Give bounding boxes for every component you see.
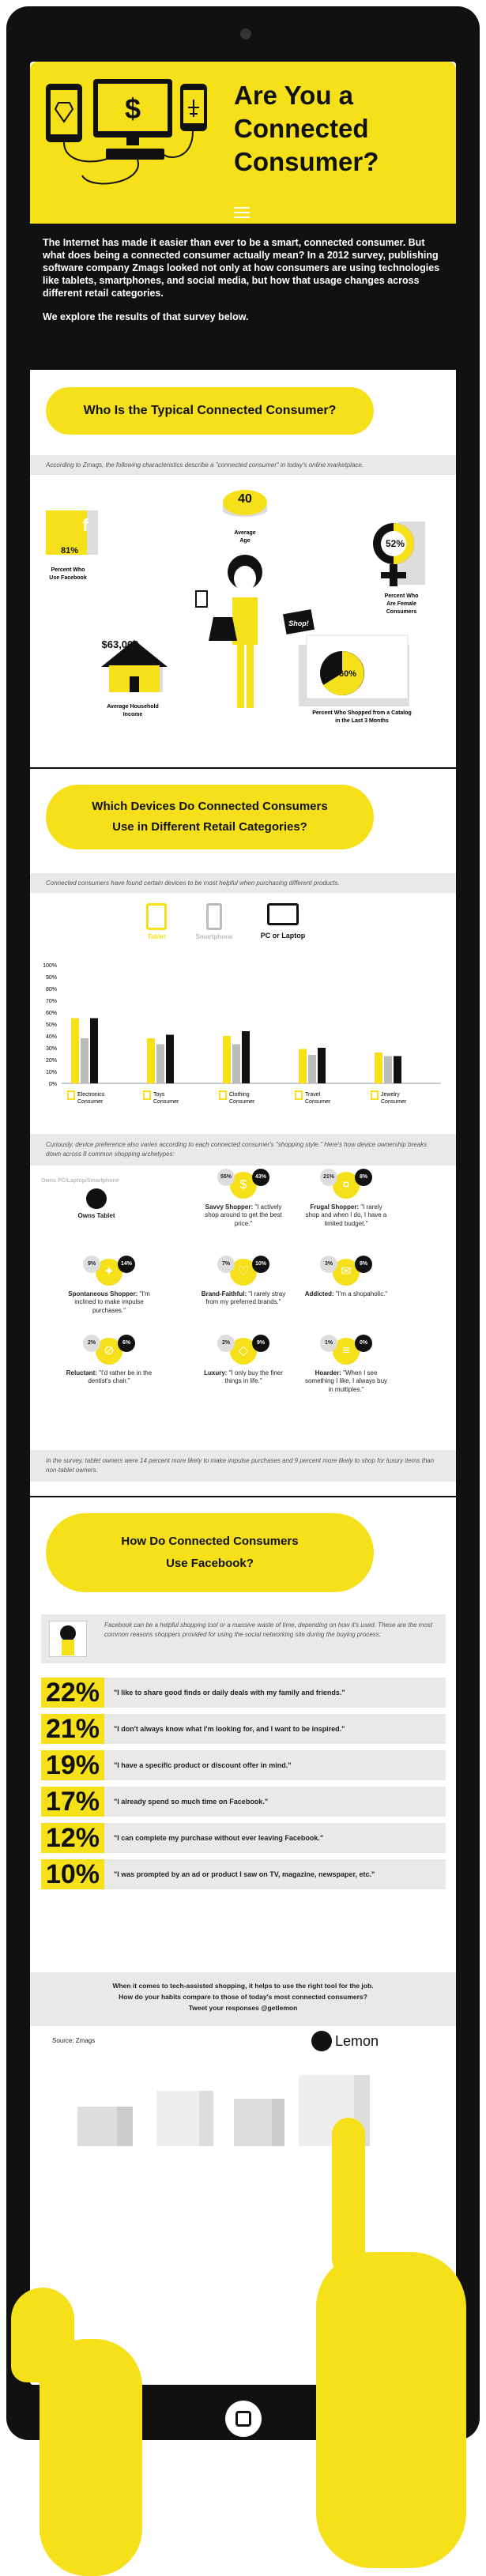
tablet-owner-badge: 14% [118, 1256, 135, 1273]
bar-tablet [299, 1049, 307, 1084]
reason-text: "I can complete my purchase without ever leaving Facebook." [104, 1823, 446, 1853]
archetype-quote: "I rarely stray from my preferred brands." [205, 1290, 286, 1306]
tablet-owner-badge: 9% [355, 1256, 372, 1273]
archetype-name: Addicted: [304, 1290, 336, 1297]
archetype-item [303, 1172, 390, 1228]
section-caption: Connected consumers have found certain devices to be most helpful when purchasing different products. [30, 873, 456, 893]
reason-text: "I already spend so much time on Facebook." [104, 1787, 446, 1817]
category-label: Consumer [381, 1099, 407, 1105]
bar-smartphone [81, 1038, 89, 1083]
home-icon [235, 2411, 251, 2427]
reason-row [41, 1714, 446, 1744]
reason-percent: 22% [41, 1678, 104, 1708]
archetype-name: Brand-Faithful: [201, 1290, 249, 1297]
category-label: Clothing [229, 1092, 250, 1098]
reason-row [41, 1787, 446, 1817]
pc-owner-badge: 9% [83, 1256, 100, 1273]
income-value: $63,000 [101, 638, 139, 650]
section-title: Which Devices Do Connected Consumers Use in Different Retail Categories? [46, 785, 374, 849]
pc-owner-badge: 7% [217, 1256, 235, 1273]
bar-pc-or-laptop [318, 1048, 326, 1083]
reason-row [41, 1678, 446, 1708]
archetype-grid [30, 1156, 456, 1425]
svg-text:Age: Age [239, 538, 251, 544]
y-tick-label: 0% [48, 1082, 57, 1087]
intro-paragraph-2: We explore the results of that survey below. [43, 311, 249, 322]
tablet-owner-badge: 43% [252, 1169, 269, 1186]
header [30, 62, 456, 224]
tablet-frame [6, 6, 480, 2440]
pc-owner-badge: 3% [320, 1256, 337, 1273]
pc-owner-badge: 21% [320, 1169, 337, 1186]
home-button[interactable] [225, 2401, 262, 2437]
right-hand-arm [316, 2252, 466, 2568]
archetype-name: Spontaneous Shopper: [68, 1290, 140, 1297]
left-hand-arm [40, 2339, 142, 2576]
device-bar-chart [30, 958, 456, 1117]
female-value: 52% [385, 538, 405, 549]
archetype-quote: "I'd rather be in the dentist's chair." [88, 1369, 153, 1385]
footer-line: When it comes to tech-assisted shopping, it helps to use the right tool for the job. [112, 1982, 374, 1990]
tablet-owner-badge: 8% [355, 1169, 372, 1186]
laptop-icon [267, 903, 299, 925]
y-tick-label: 70% [45, 999, 57, 1004]
intro [30, 224, 456, 370]
owners-legend: Owns PC/Laptop/Smartphone Owns Tablet [41, 1178, 152, 1219]
reason-percent: 10% [41, 1859, 104, 1889]
archetype-quote: "I only buy the finer things in life." [224, 1369, 283, 1385]
svg-text:Consumers: Consumers [386, 609, 417, 615]
intro-paragraph: The Internet has made it easier than ever to be a smart, connected consumer. But what does being a connected consumer actually mean? In a 2012 survey, publishing software company Zmags looked not only at how consumers are using technologies like tablets, smartphones, and social media, but how that usage changes across different retail categories. [43, 237, 440, 299]
category-icon [296, 1091, 302, 1099]
archetype-icon: ¤ [333, 1172, 360, 1199]
svg-text:$: $ [124, 92, 141, 125]
archetype-name: Hoarder: [315, 1369, 344, 1377]
device-legend [133, 903, 370, 958]
section-facebook [30, 1497, 456, 1972]
y-tick-label: 20% [45, 1058, 57, 1064]
lemon-logo[interactable]: Lemon [311, 2031, 379, 2051]
infographic-screen [30, 62, 456, 2385]
svg-text:f: f [82, 515, 89, 535]
svg-text:Use Facebook: Use Facebook [49, 575, 87, 581]
tablet-icon [146, 903, 167, 930]
reason-row [41, 1750, 446, 1780]
category-icon [371, 1091, 378, 1099]
svg-text:Average Household: Average Household [107, 704, 159, 710]
facebook-intro [41, 1614, 446, 1663]
facebook-value: 81% [60, 546, 79, 555]
category-label: Toys [153, 1092, 165, 1098]
catalog-value: 60% [338, 669, 357, 679]
category-label: Travel [305, 1092, 321, 1098]
archetype-quote: "When I see something I like, I always buy in multiples." [304, 1369, 388, 1393]
archetype-icon: ✦ [96, 1259, 122, 1286]
archetype-icon: ♡ [230, 1259, 257, 1286]
y-tick-label: 100% [43, 963, 57, 969]
svg-text:in the Last 3 Months: in the Last 3 Months [335, 718, 389, 724]
twitter-link[interactable]: Tweet your responses @getlemon [188, 2004, 298, 2012]
camera-icon [240, 28, 251, 40]
reason-percent: 21% [41, 1714, 104, 1744]
legend-pc: PC or Laptop [251, 903, 315, 940]
title-line-3: Consumer? [234, 147, 379, 176]
legend-tablet: Tablet [133, 903, 180, 940]
reason-text: "I don't always know what I'm looking for, and I want to be inspired." [104, 1714, 446, 1744]
archetype-icon: $ [230, 1172, 257, 1199]
page-title [234, 79, 455, 179]
tablet-caption: In the survey, tablet owners were 14 percent more likely to make impulse purchases and 9 percent more likely to shop for luxury items than non-tablet owners. [30, 1450, 456, 1482]
section-title: How Do Connected Consumers Use Facebook? [46, 1513, 374, 1592]
reason-text: "I like to share good finds or daily deals with my family and friends." [104, 1678, 446, 1708]
bar-smartphone [156, 1045, 164, 1084]
title-line-2: Connected [234, 114, 369, 143]
archetype-name: Luxury: [204, 1369, 229, 1377]
pc-owner-badge: 1% [320, 1335, 337, 1352]
y-tick-label: 80% [45, 987, 57, 992]
tablet-owner-badge: 6% [118, 1335, 135, 1352]
archetype-item [66, 1259, 153, 1315]
y-tick-label: 30% [45, 1046, 57, 1052]
source: Source: Zmags [52, 2037, 96, 2044]
age-label: Average [234, 530, 256, 536]
svg-text:Percent Who Shopped from a Cat: Percent Who Shopped from a Catalog [312, 710, 412, 716]
demographics-illustration [30, 479, 456, 763]
reason-row [41, 1859, 446, 1889]
reason-text: "I have a specific product or discount offer in mind." [104, 1750, 446, 1780]
tablet-owner-badge: 0% [355, 1335, 372, 1352]
archetype-quote: "I'm inclined to make impulse purchases." [74, 1290, 150, 1314]
category-label: Consumer [305, 1099, 331, 1105]
devices-illustration-icon [35, 73, 232, 207]
archetype-name: Frugal Shopper: [310, 1203, 361, 1211]
category-icon [144, 1091, 150, 1099]
archetype-icon: ✉ [333, 1259, 360, 1286]
bar-pc-or-laptop [394, 1056, 401, 1084]
bar-tablet [223, 1036, 231, 1083]
y-tick-label: 10% [45, 1070, 57, 1075]
reason-percent: 12% [41, 1823, 104, 1853]
archetype-item [66, 1338, 153, 1386]
legend-smartphone: Smartphone [186, 903, 242, 940]
age-value: 40 [238, 492, 252, 506]
reason-percent: 19% [41, 1750, 104, 1780]
bar-pc-or-laptop [242, 1031, 250, 1083]
section-typical-consumer [30, 370, 456, 769]
archetype-item [303, 1338, 390, 1394]
lemon-icon [311, 2031, 332, 2051]
pc-owner-badge: 2% [83, 1335, 100, 1352]
svg-text:Percent Who: Percent Who [384, 593, 419, 599]
archetype-quote: "I rarely shop and when I do, I have a limited budget." [305, 1203, 387, 1227]
svg-text:Percent Who: Percent Who [51, 567, 85, 573]
bar-pc-or-laptop [90, 1019, 98, 1084]
category-label: Consumer [77, 1099, 104, 1105]
archetype-item [200, 1338, 287, 1386]
category-icon [68, 1091, 74, 1099]
user-avatar [41, 1614, 96, 1663]
y-tick-label: 60% [45, 1011, 57, 1016]
section-caption: According to Zmags, the following characteristics describe a "connected consumer" in today's online marketplace. [30, 455, 456, 475]
tablet-owner-badge: 9% [252, 1335, 269, 1352]
section-devices [30, 769, 456, 1496]
bar-pc-or-laptop [166, 1035, 174, 1084]
y-tick-label: 40% [45, 1034, 57, 1040]
title-line-1: Are You a [234, 81, 353, 110]
bar-smartphone [384, 1056, 392, 1084]
archetype-icon: ◇ [230, 1338, 257, 1365]
archetype-caption: Curiously, device preference also varies according to each connected consumer's "shopping style." Here's how device ownership breaks down across 8 common shopping archetypes: [30, 1134, 456, 1166]
bar-tablet [375, 1053, 382, 1083]
archetype-item [200, 1172, 287, 1228]
bar-tablet [71, 1019, 79, 1084]
shopping-boxes-illustration [30, 2059, 456, 2186]
archetype-item [200, 1259, 287, 1307]
reason-percent: 17% [41, 1787, 104, 1817]
svg-text:Shop!: Shop! [288, 620, 309, 627]
category-icon [220, 1091, 226, 1099]
reason-text: "I was prompted by an ad or product I saw on TV, magazine, newspaper, etc." [104, 1859, 446, 1889]
category-label: Jewelry [381, 1092, 400, 1098]
owns-tablet-label: Owns Tablet [77, 1212, 115, 1219]
bar-smartphone [232, 1045, 240, 1084]
smartphone-icon [206, 903, 222, 930]
svg-text:Income: Income [122, 712, 143, 717]
archetype-quote: "I'm a shopaholic." [335, 1290, 388, 1297]
right-hand [332, 2118, 365, 2276]
pc-owner-badge: 2% [217, 1335, 235, 1352]
y-tick-label: 90% [45, 975, 57, 981]
footer-cta [30, 1972, 456, 2026]
archetype-name: Reluctant: [66, 1369, 100, 1377]
pc-owner-badge: 55% [217, 1169, 235, 1186]
archetype-item [303, 1259, 390, 1298]
archetype-quote: "I actively shop around to get the best price." [205, 1203, 282, 1227]
reason-row [41, 1823, 446, 1853]
archetype-name: Savvy Shopper: [205, 1203, 255, 1211]
category-label: Consumer [229, 1099, 255, 1105]
tablet-owner-badge: 10% [252, 1256, 269, 1273]
section-title: Who Is the Typical Connected Consumer? [46, 387, 374, 435]
archetype-icon: ⊘ [96, 1338, 122, 1365]
y-tick-label: 50% [45, 1022, 57, 1028]
bar-smartphone [308, 1055, 316, 1083]
svg-text:Are Female: Are Female [386, 601, 416, 607]
category-label: Consumer [153, 1099, 179, 1105]
facebook-caption: Facebook can be a helpful shopping tool or a massive waste of time, depending on how it's used. These are the most common reasons shoppers provided for using the social networking site during the buying process: [104, 1621, 433, 1638]
archetype-icon: ≡ [333, 1338, 360, 1365]
footer-line: How do your habits compare to those of today's most connected consumers? [119, 1993, 367, 2001]
hamburger-icon[interactable] [234, 207, 250, 218]
bar-tablet [147, 1038, 155, 1083]
category-label: Electronics [77, 1092, 105, 1098]
